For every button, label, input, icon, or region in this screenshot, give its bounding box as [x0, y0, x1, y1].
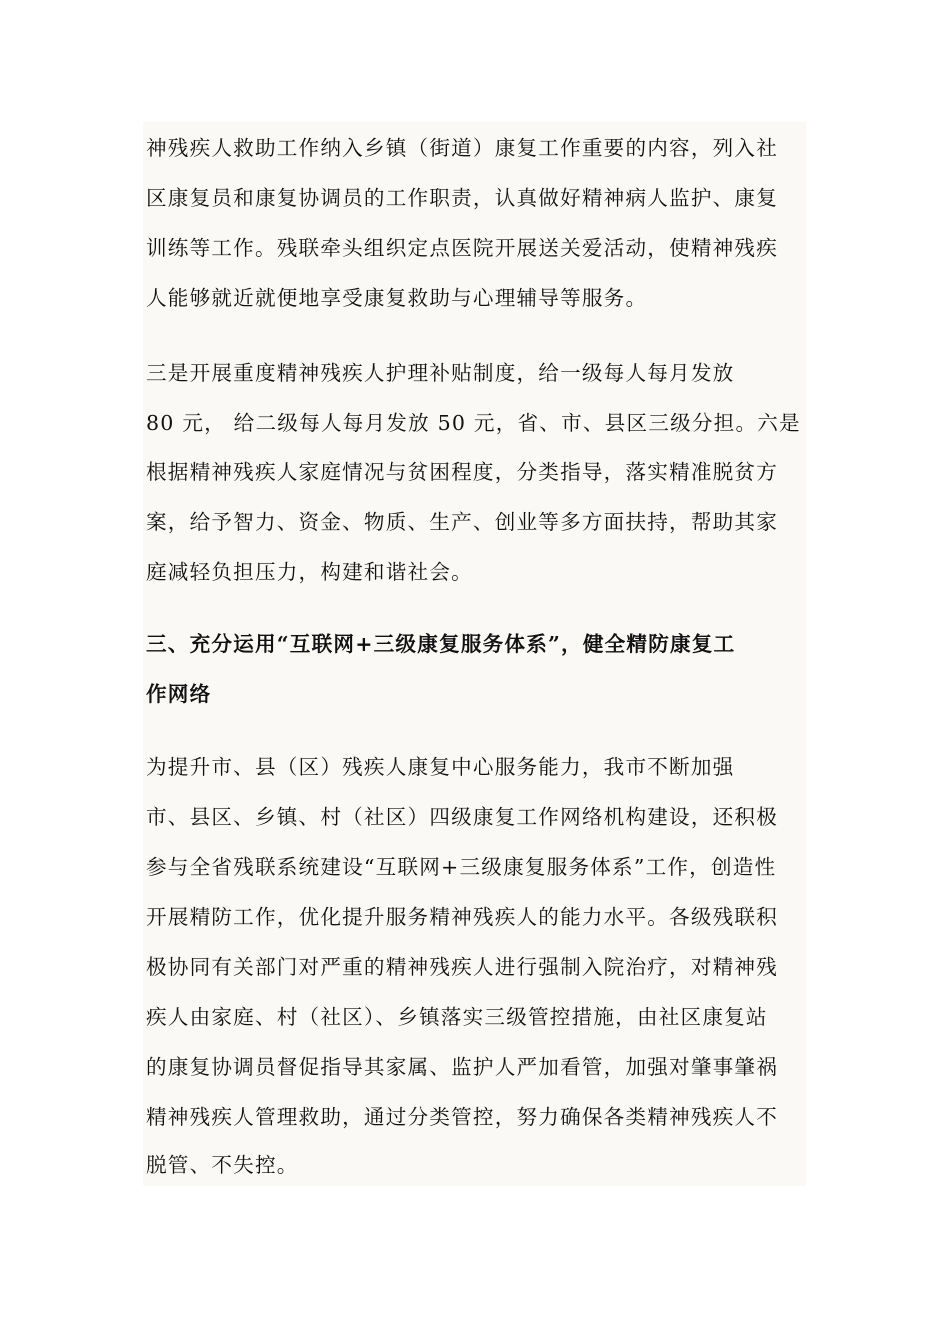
text-line: 神残疾人救助工作纳入乡镇（街道）康复工作重要的内容，列入社 — [146, 136, 779, 160]
text-line: 80 元， 给二级每人每月发放 50 元，省、市、县区三级分担。六是 — [146, 411, 801, 435]
text-line: 为提升市、县（区）残疾人康复中心服务能力，我市不断加强 — [146, 755, 735, 779]
text-line: 人能够就近就便地享受康复救助与心理辅导等服务。 — [146, 286, 648, 310]
text-line: 市、县区、乡镇、村（社区）四级康复工作网络机构建设，还积极 — [146, 805, 779, 829]
text-line: 区康复员和康复协调员的工作职责，认真做好精神病人监护、康复 — [146, 186, 779, 210]
text-line: 疾人由家庭、村（社区）、乡镇落实三级管控措施，由社区康复站 — [146, 1005, 768, 1029]
text-line: 案，给予智力、资金、物质、生产、创业等多方面扶持，帮助其家 — [146, 510, 779, 534]
document-body — [143, 122, 806, 1186]
text-line: 训练等工作。残联牵头组织定点医院开展送关爱活动，使精神残疾 — [146, 236, 779, 260]
text-line: 庭减轻负担压力，构建和谐社会。 — [146, 560, 473, 584]
section-heading: 三、充分运用“互联网+三级康复服务体系”，健全精防康复工 — [146, 632, 736, 656]
section-heading: 作网络 — [146, 682, 212, 706]
text-line: 参与全省残联系统建设“互联网+三级康复服务体系”工作，创造性 — [146, 855, 777, 879]
text-line: 三是开展重度精神残疾人护理补贴制度，给一级每人每月发放 — [146, 361, 735, 385]
text-line: 开展精防工作，优化提升服务精神残疾人的能力水平。各级残联积 — [146, 905, 779, 929]
text-line: 极协同有关部门对严重的精神残疾人进行强制入院治疗，对精神残 — [146, 955, 779, 979]
text-line: 精神残疾人管理救助，通过分类管控，努力确保各类精神残疾人不 — [146, 1105, 779, 1129]
text-line: 的康复协调员督促指导其家属、监护人严加看管，加强对肇事肇祸 — [146, 1055, 779, 1079]
text-line: 根据精神残疾人家庭情况与贫困程度，分类指导，落实精准脱贫方 — [146, 460, 779, 484]
text-line: 脱管、不失控。 — [146, 1153, 299, 1177]
